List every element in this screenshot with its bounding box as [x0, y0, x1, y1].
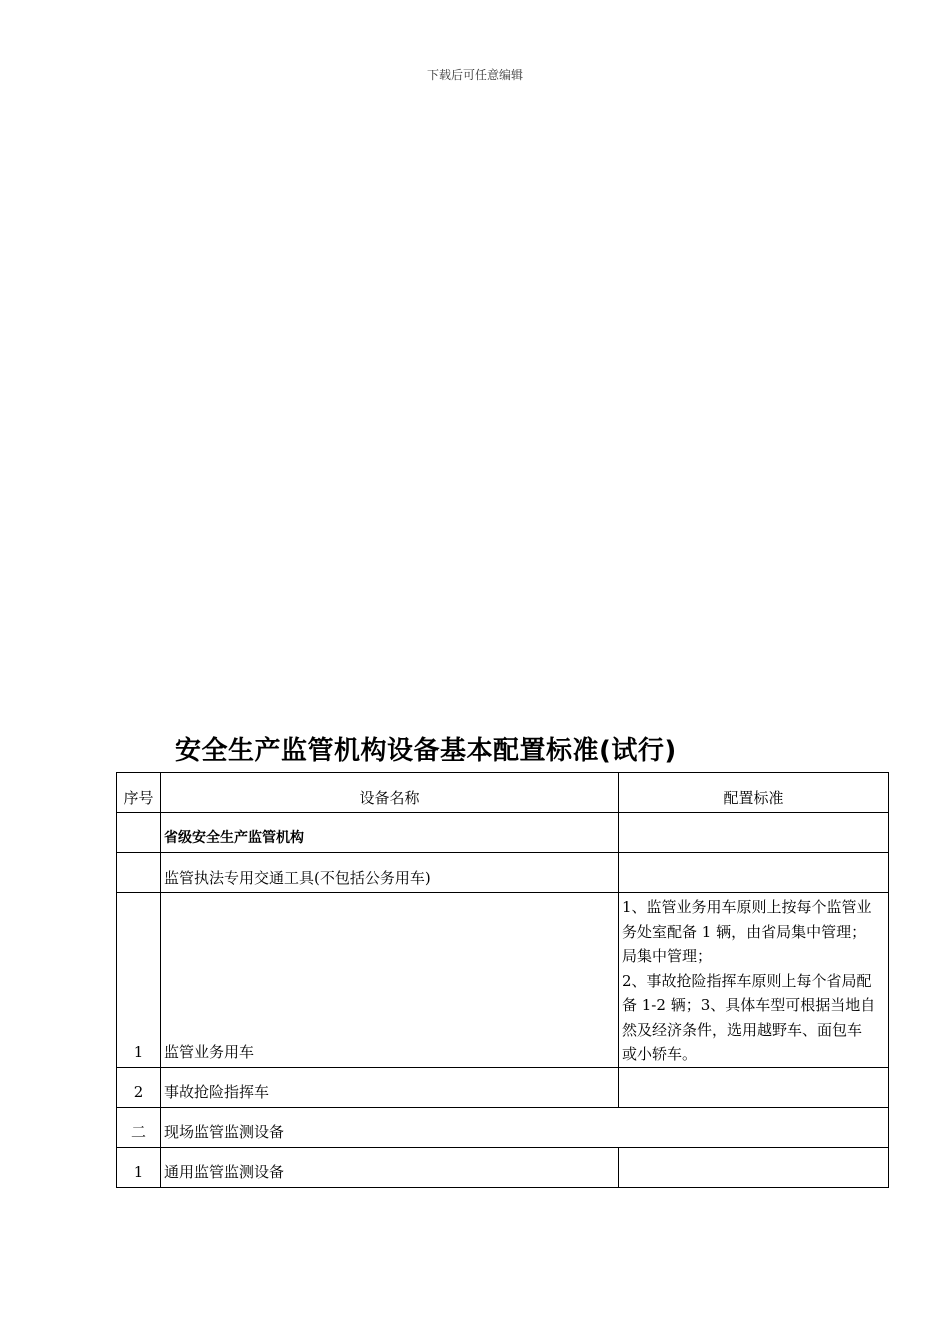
row-standard — [619, 893, 889, 1068]
table-row — [117, 1147, 889, 1187]
standard-line: 然及经济条件，选用越野车、面包车 — [622, 1020, 863, 1039]
row-standard — [619, 853, 889, 893]
table-row — [117, 853, 889, 893]
header-standard: 配置标准 — [619, 773, 889, 813]
row-standard — [619, 1147, 889, 1187]
row-name: 事故抢险指挥车 — [161, 1067, 619, 1107]
row-no — [117, 853, 161, 893]
row-name: 监管业务用车 — [161, 893, 619, 1068]
row-name: 省级安全生产监管机构 — [161, 813, 619, 853]
row-standard — [619, 813, 889, 853]
equipment-standard-table — [116, 772, 889, 1188]
table-row — [117, 1107, 889, 1147]
standard-line: 备 1-2 辆；3、具体车型可根据当地自 — [622, 996, 876, 1014]
table-row — [117, 1067, 889, 1107]
row-name: 现场监管监测设备 — [161, 1107, 889, 1147]
page-header-note: 下载后可任意编辑 — [426, 68, 523, 82]
row-name: 通用监管监测设备 — [161, 1147, 619, 1187]
standard-line: 局集中管理； — [622, 947, 713, 965]
header-no: 序号 — [117, 773, 161, 813]
header-name: 设备名称 — [161, 773, 619, 813]
row-no: 1 — [117, 1147, 161, 1187]
standard-line: 1、监管业务用车原则上按每个监管业 — [622, 898, 872, 916]
standard-line: 或小轿车。 — [622, 1045, 698, 1063]
table-row — [117, 813, 889, 853]
row-no: 1 — [117, 893, 161, 1068]
document-title: 安全生产监管机构设备基本配置标准(试行) — [175, 736, 677, 766]
row-name: 监管执法专用交通工具(不包括公务用车) — [161, 853, 619, 893]
standard-line: 务处室配备 1 辆，由省局集中管理； — [622, 922, 867, 941]
table-row — [117, 893, 889, 1068]
row-no: 二 — [117, 1107, 161, 1147]
standard-line: 2、事故抢险指挥车原则上每个省局配 — [622, 971, 872, 990]
row-standard — [619, 1067, 889, 1107]
table-header-row — [117, 773, 889, 813]
row-no — [117, 813, 161, 853]
row-no: 2 — [117, 1067, 161, 1107]
